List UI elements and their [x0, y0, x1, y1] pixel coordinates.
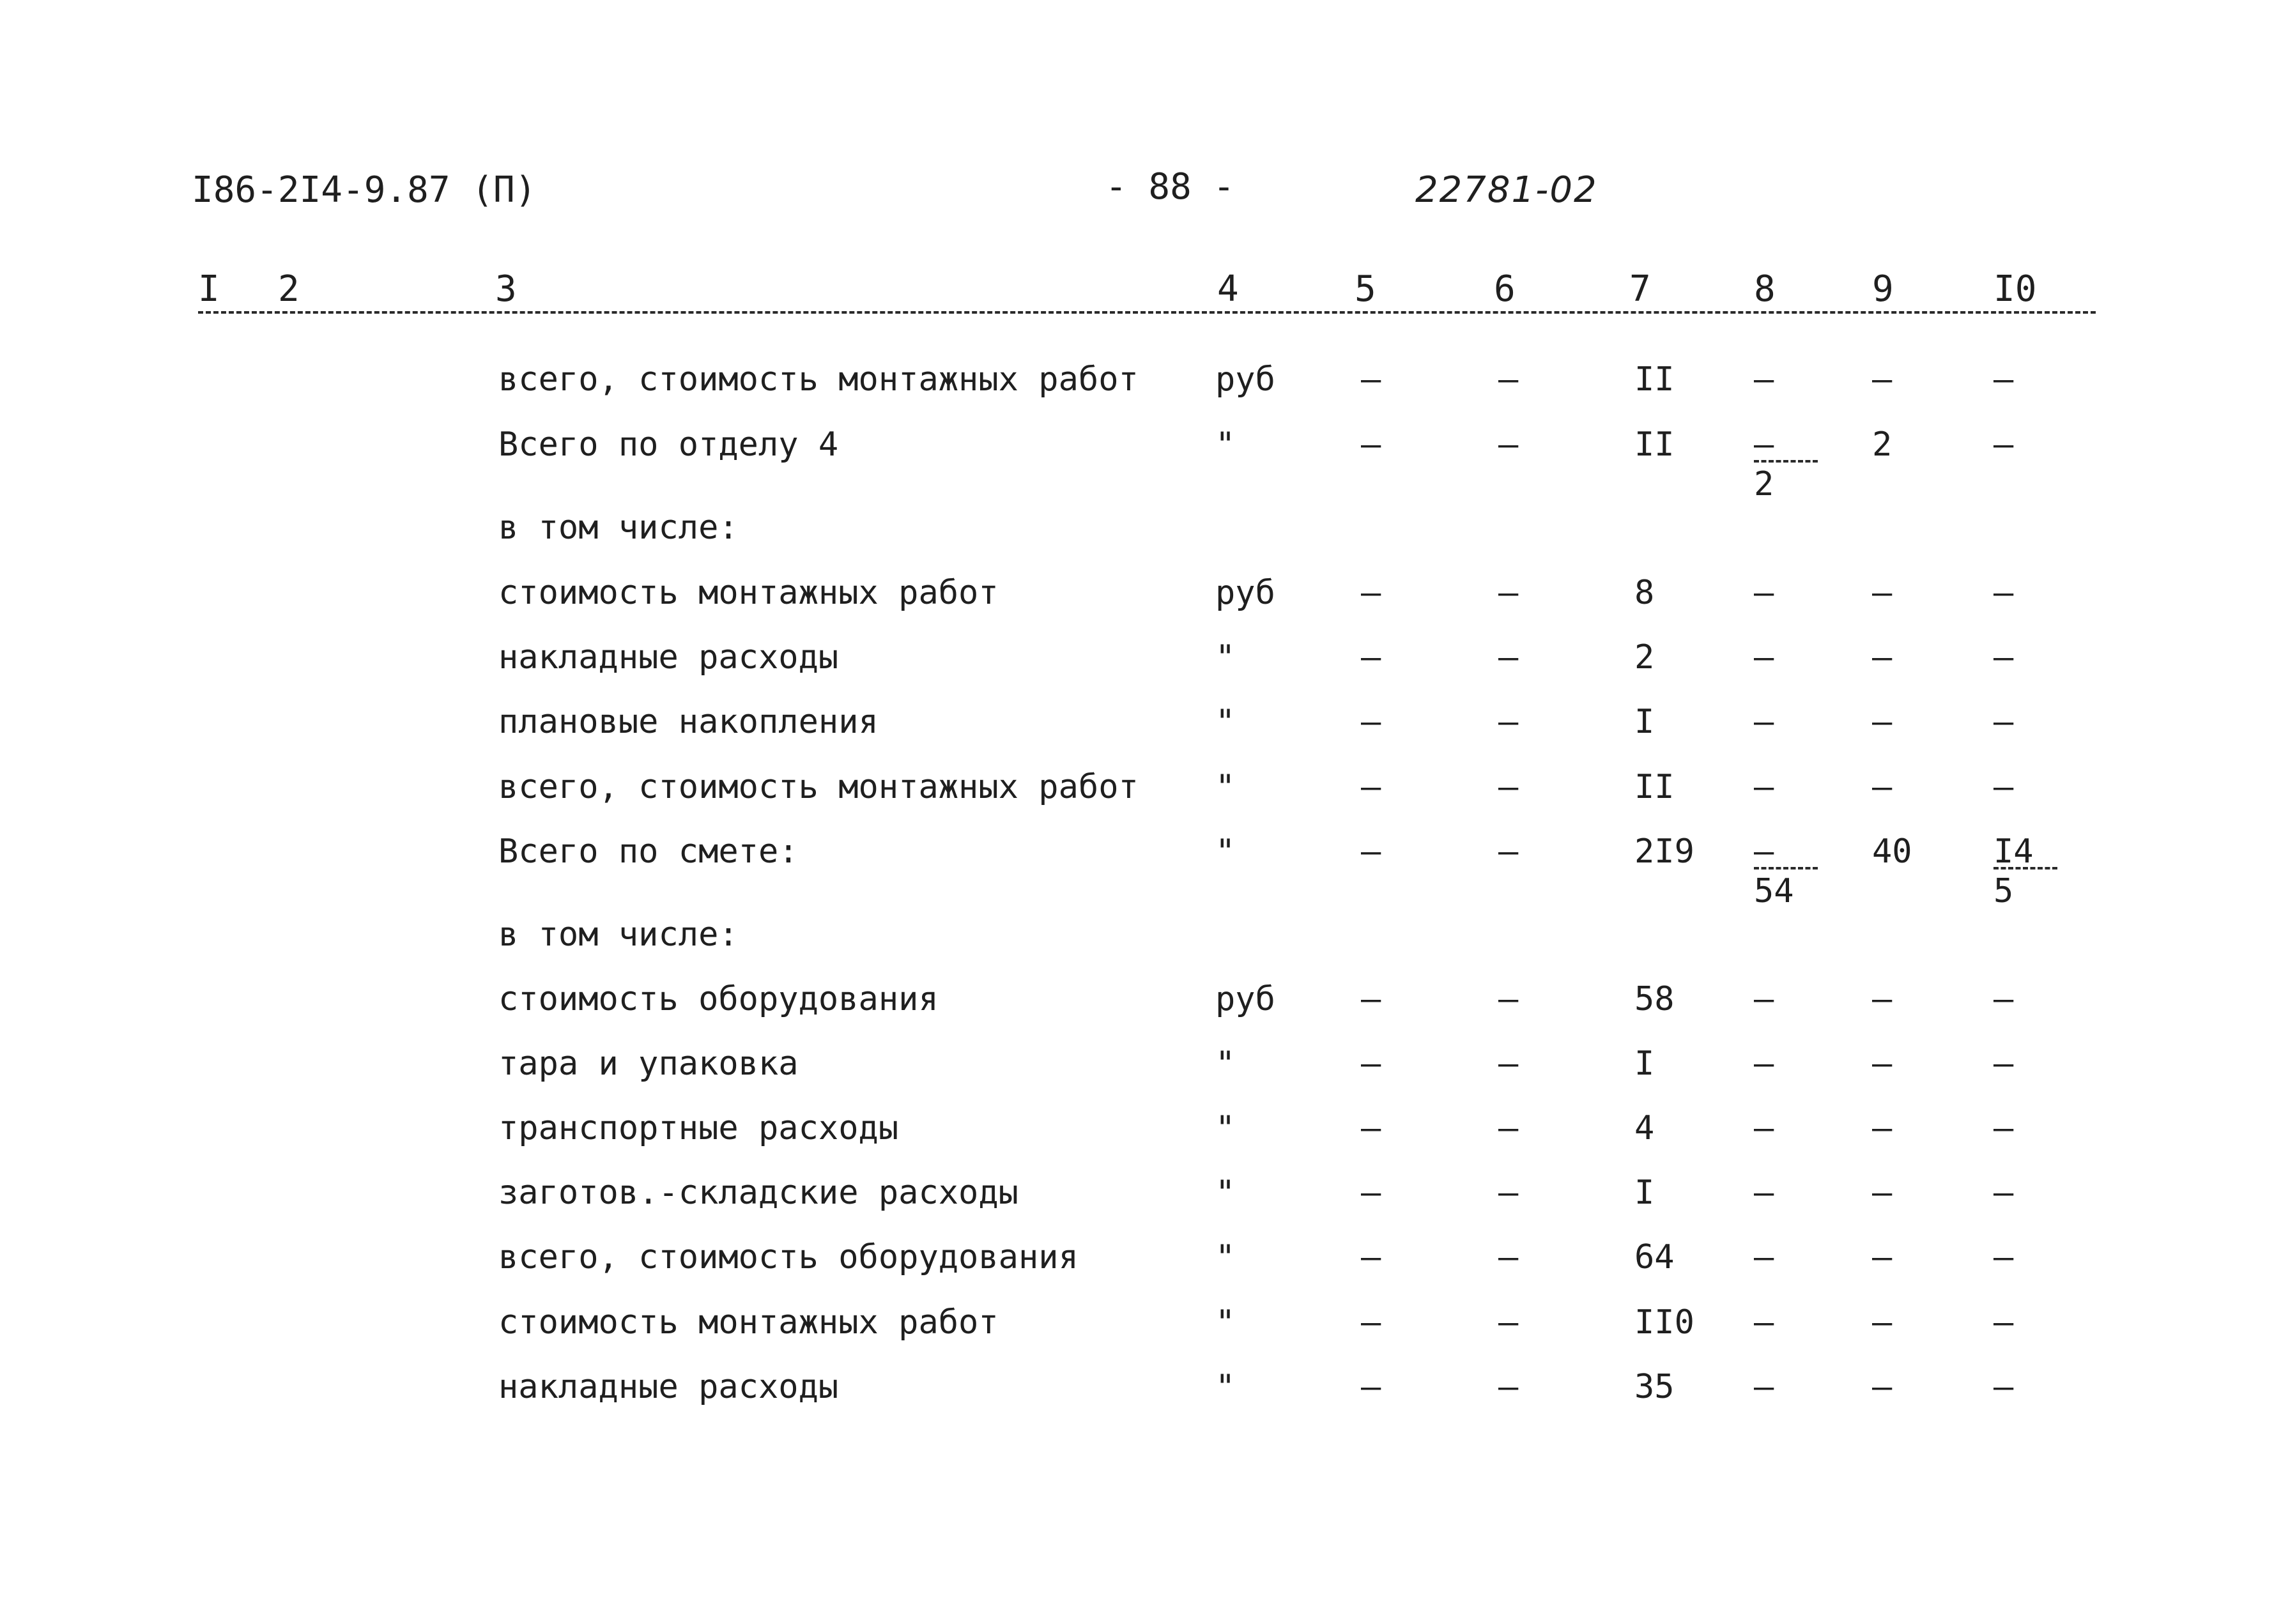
row-col-8-numerator: – — [1754, 832, 1774, 871]
row-col-10 — [1993, 832, 2070, 924]
table-row — [0, 1047, 2281, 1092]
column-header-2: 2 — [278, 268, 300, 310]
row-description: всего, стоимость оборудования — [498, 1238, 1079, 1276]
row-unit: руб — [1215, 360, 1275, 399]
row-col-7: 58 — [1634, 980, 1675, 1018]
row-col-10-denominator: 5 — [1993, 872, 2014, 910]
column-header-6: 6 — [1494, 268, 1516, 310]
row-description: всего, стоимость монтажных работ — [498, 360, 1139, 399]
header-dashed-rule — [198, 311, 2096, 314]
row-description: всего, стоимость монтажных работ — [498, 768, 1139, 806]
row-col-10: – — [1993, 638, 2014, 677]
row-unit: " — [1215, 425, 1236, 464]
table-row — [0, 980, 2281, 1027]
table-row — [0, 360, 2281, 408]
row-unit: " — [1215, 1045, 1236, 1083]
column-header-8: 8 — [1754, 268, 1776, 310]
row-col-6: – — [1498, 703, 1519, 741]
row-col-10: – — [1993, 425, 2014, 464]
document-code: I86-2I4-9.87 (П) — [192, 169, 537, 211]
table-row — [0, 576, 2281, 621]
table-row — [0, 1370, 2281, 1415]
row-col-7: 64 — [1634, 1238, 1675, 1276]
row-col-8: – — [1754, 638, 1774, 677]
row-col-7: 8 — [1634, 574, 1655, 612]
row-col-10: – — [1993, 360, 2014, 399]
row-col-5: – — [1361, 832, 1381, 871]
row-description: заготов.-складские расходы — [498, 1174, 1018, 1212]
row-col-6: – — [1498, 768, 1519, 806]
table-row — [0, 511, 2281, 556]
row-col-9: – — [1872, 768, 1893, 806]
row-col-8: – — [1754, 768, 1774, 806]
row-col-10: – — [1993, 980, 2014, 1018]
row-col-8: – — [1754, 574, 1774, 612]
table-row — [0, 638, 2281, 686]
column-header-1: I — [198, 268, 220, 310]
row-col-9: – — [1872, 1174, 1893, 1212]
table-row — [0, 705, 2281, 750]
row-col-7: I — [1634, 1045, 1655, 1083]
row-col-8-fraction-bar — [1754, 867, 1818, 869]
row-description: в том числе: — [498, 509, 739, 547]
row-col-8: – — [1754, 360, 1774, 399]
row-col-9: 40 — [1872, 832, 1912, 871]
column-header-row — [198, 268, 2096, 316]
row-col-9: – — [1872, 1303, 1893, 1342]
row-unit: " — [1215, 1368, 1236, 1406]
row-unit: " — [1215, 703, 1236, 741]
row-description: стоимость монтажных работ — [498, 1303, 999, 1342]
row-col-8: – — [1754, 1238, 1774, 1276]
row-col-7: 35 — [1634, 1368, 1675, 1406]
row-description: накладные расходы — [498, 638, 839, 677]
row-col-6: – — [1498, 1045, 1519, 1083]
row-col-10: – — [1993, 1045, 2014, 1083]
row-col-10: – — [1993, 1303, 2014, 1342]
row-col-10-numerator: I4 — [1993, 832, 2034, 871]
row-unit: " — [1215, 1238, 1236, 1276]
row-description: плановые накопления — [498, 703, 879, 741]
row-col-5: – — [1361, 1174, 1381, 1212]
row-col-9: – — [1872, 574, 1893, 612]
column-header-7: 7 — [1629, 268, 1651, 310]
page-number: - 88 - — [1105, 166, 1235, 208]
row-description: стоимость монтажных работ — [498, 574, 999, 612]
row-col-7: II — [1634, 360, 1675, 399]
row-col-8: – — [1754, 1368, 1774, 1406]
row-col-6: – — [1498, 980, 1519, 1018]
column-header-10: I0 — [1993, 268, 2037, 310]
row-col-6: – — [1498, 425, 1519, 464]
row-col-5: – — [1361, 574, 1381, 612]
row-col-10: – — [1993, 1174, 2014, 1212]
table-row — [0, 1109, 2281, 1156]
row-unit: " — [1215, 1303, 1236, 1342]
row-col-5: – — [1361, 768, 1381, 806]
row-col-7: II — [1634, 768, 1675, 806]
table-row — [0, 832, 2281, 910]
row-col-5: – — [1361, 1045, 1381, 1083]
row-col-8 — [1754, 425, 1831, 517]
row-col-8: – — [1754, 1045, 1774, 1083]
row-description: транспортные расходы — [498, 1109, 899, 1147]
table-row — [0, 425, 2281, 503]
row-col-5: – — [1361, 1109, 1381, 1147]
row-col-7: II0 — [1634, 1303, 1694, 1342]
row-col-8: – — [1754, 1109, 1774, 1147]
row-description: в том числе: — [498, 915, 739, 954]
row-col-6: – — [1498, 574, 1519, 612]
row-unit: " — [1215, 638, 1236, 677]
row-col-9: – — [1872, 360, 1893, 399]
row-col-9: – — [1872, 980, 1893, 1018]
row-col-7: I — [1634, 1174, 1655, 1212]
row-unit: " — [1215, 832, 1236, 871]
row-col-6: – — [1498, 360, 1519, 399]
row-col-9: – — [1872, 1368, 1893, 1406]
column-header-3: 3 — [495, 268, 517, 310]
column-header-4: 4 — [1217, 268, 1239, 310]
table-row — [0, 915, 2281, 963]
row-unit: руб — [1215, 574, 1275, 612]
row-col-6: – — [1498, 1368, 1519, 1406]
row-col-8: – — [1754, 1303, 1774, 1342]
row-col-8: – — [1754, 980, 1774, 1018]
row-description: накладные расходы — [498, 1368, 839, 1406]
row-unit: руб — [1215, 980, 1275, 1018]
row-col-5: – — [1361, 1368, 1381, 1406]
row-col-8: – — [1754, 1174, 1774, 1212]
row-description: стоимость оборудования — [498, 980, 939, 1018]
row-col-7: 2 — [1634, 638, 1655, 677]
row-col-5: – — [1361, 703, 1381, 741]
row-col-9: – — [1872, 703, 1893, 741]
row-col-7: I — [1634, 703, 1655, 741]
row-col-6: – — [1498, 1109, 1519, 1147]
row-col-10: – — [1993, 1109, 2014, 1147]
row-col-7: 4 — [1634, 1109, 1655, 1147]
row-col-10: – — [1993, 703, 2014, 741]
row-col-5: – — [1361, 980, 1381, 1018]
row-col-8-denominator: 2 — [1754, 465, 1774, 503]
row-col-5: – — [1361, 638, 1381, 677]
table-row — [0, 1176, 2281, 1221]
column-header-5: 5 — [1355, 268, 1376, 310]
row-col-6: – — [1498, 1238, 1519, 1276]
row-description: Всего по смете: — [498, 832, 799, 871]
row-col-7: II — [1634, 425, 1675, 464]
row-col-5: – — [1361, 1303, 1381, 1342]
row-col-10: – — [1993, 768, 2014, 806]
row-col-5: – — [1361, 360, 1381, 399]
row-col-8 — [1754, 832, 1831, 924]
row-col-7: 2I9 — [1634, 832, 1694, 871]
row-col-6: – — [1498, 832, 1519, 871]
row-col-10: – — [1993, 1238, 2014, 1276]
table-row — [0, 1238, 2281, 1285]
table-row — [0, 1303, 2281, 1351]
row-col-8-fraction-bar — [1754, 460, 1818, 463]
row-col-10: – — [1993, 1368, 2014, 1406]
row-description: тара и упаковка — [498, 1045, 799, 1083]
row-col-9: 2 — [1872, 425, 1893, 464]
row-unit: " — [1215, 1174, 1236, 1212]
document-number: 22781-02 — [1415, 169, 1598, 211]
row-col-9: – — [1872, 1238, 1893, 1276]
row-description: Всего по отделу 4 — [498, 425, 839, 464]
row-col-6: – — [1498, 638, 1519, 677]
row-col-8-numerator: – — [1754, 425, 1774, 464]
row-col-8-denominator: 54 — [1754, 872, 1794, 910]
row-unit: " — [1215, 1109, 1236, 1147]
table-row — [0, 770, 2281, 815]
row-col-8: – — [1754, 703, 1774, 741]
column-header-9: 9 — [1872, 268, 1894, 310]
row-col-5: – — [1361, 425, 1381, 464]
row-col-9: – — [1872, 638, 1893, 677]
row-col-9: – — [1872, 1109, 1893, 1147]
row-col-10: – — [1993, 574, 2014, 612]
row-col-6: – — [1498, 1303, 1519, 1342]
row-col-6: – — [1498, 1174, 1519, 1212]
row-col-9: – — [1872, 1045, 1893, 1083]
row-unit: " — [1215, 768, 1236, 806]
row-col-10-fraction-bar — [1993, 867, 2057, 869]
row-col-5: – — [1361, 1238, 1381, 1276]
